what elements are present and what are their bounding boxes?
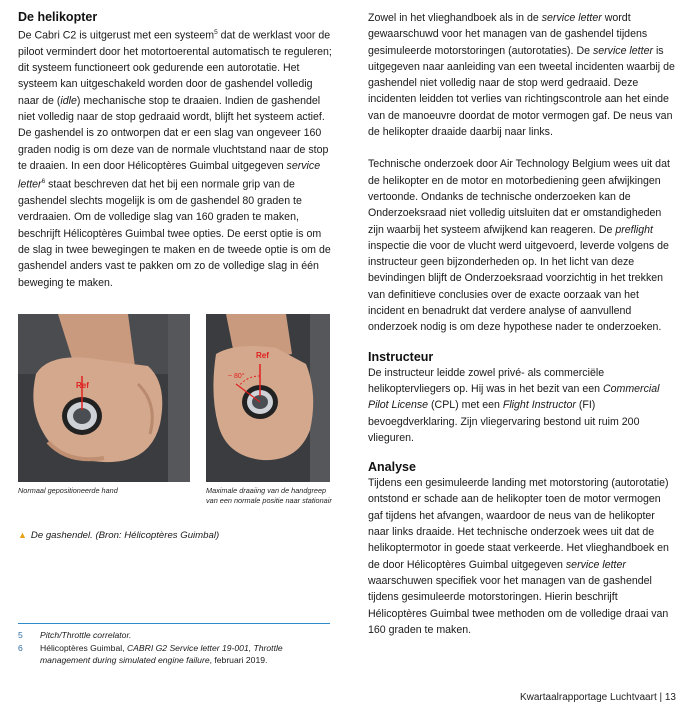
photo-max-rotation xyxy=(206,314,330,482)
paragraph-analyse: Tijdens een gesimuleerde landing met motorstoring (autorotatie) ontstond er schade aan de helikopter toen de motor vermogen gaf tijdens het afvangen, waardoor de neus van de helikopter naar links draaide. Het technische onderzoek wees uit dat de helikoptermotor in goede staat verkeerde. Het vlieghandboek en de door Hélicoptères Guimbal uitgegeven service letter waarschuwen specifiek voor het managen van de gashendel tijdens gesimuleerde motorstoringen. Hierin beschrijft Hélicoptères Guimbal twee methoden om de volledige draai van 160 graden te maken. xyxy=(368,477,669,636)
footnote-divider xyxy=(18,623,330,624)
right-column xyxy=(368,10,678,638)
paragraph-service-letter: Zowel in het vlieghandboek als in de service letter wordt gewaarschuwd voor het managen van de gashendel tijdens gesimuleerde motorstoringen (autorotaties). De service letter is uitgegeven naar aanleiding van een tweetal incidenten waarbij de gashendel niet volledig naar de stop werd gedraaid. Deze incidenten leidden tot verlies van richtingscontrole aan het einde van de manoeuvre doordat de motor vermogen gaf. De neus van de helikopter draaide daarbij naar links. xyxy=(368,12,675,139)
photo-caption-normal: Normaal gepositioneerde hand xyxy=(18,486,118,495)
footnote-5: 5 Pitch/Throttle correlator. xyxy=(18,630,132,640)
footnote-6: 6 Hélicoptères Guimbal, CABRI G2 Service letter 19-001, Throttle management during simulated engine failure, februari 2019. xyxy=(18,643,283,665)
paragraph-technical-investigation: Technische onderzoek door Air Technology Belgium wees uit dat de helikopter en de motor en motorbediening geen afwijkingen vertoonde. Ondanks de technische onderzoeken kan de Onderzoeksraad niet volledig uitsluiten dat er omstandigheden zijn waarbij het systeem afwijkend kan reageren. De preflight inspectie die voor de vlucht werd uitgevoerd, leverde volgens de instructeur geen bijzonderheden op. In het licht van deze bevindingen blijft de Onderzoeksraad voorzichtig in het trekken van definitieve conclusies over de exacte oorzaak van het incident en benadrukt dat verdere analyse of aanvullend onderzoek nodig is om deze hypothese nader te onderzoeken. xyxy=(368,158,670,334)
triangle-icon: ▲ xyxy=(18,530,27,540)
figure-caption: ▲ De gashendel. (Bron: Hélicoptères Guimbal) xyxy=(18,530,220,541)
photo-normal-grip xyxy=(18,314,190,482)
section-heading-analyse: Analyse xyxy=(368,460,416,475)
ref-label-2: Ref xyxy=(256,351,269,360)
left-column xyxy=(18,10,334,291)
section-heading-instructeur: Instructeur xyxy=(368,349,434,364)
paragraph-instructeur: De instructeur leidde zowel privé- als commerciële helikoptervliegers op. Hij was in het bezit van een Commercial Pilot License (CPL) met een Flight Instructor (FI) bevoegdverklaring. Zijn vliegervaring bestond uit ruim 200 vlieguren. xyxy=(368,366,660,444)
angle-label: ~ 80° xyxy=(228,373,245,380)
ref-label-1: Ref xyxy=(76,381,89,390)
figure-throttle-photos xyxy=(18,314,330,482)
paragraph-helikopter: De Cabri C2 is uitgerust met een systeem$^5$ dat de werklast voor de piloot vermindert door het motortoerental automatisch te reguleren; dit systeem functioneert ook gedurende een autorotatie. Het systeem kan uitgeschakeld worden door de gashendel volledig naar de (idle) mechanische stop te draaien. Indien de gashendel niet volledig naar de stop gedraaid wordt, blijft het systeem actief. De gashendel is zo ontworpen dat er een slag van ongeveer 160 graden nodig is om deze van de normale vluchtstand naar de stop te draaien. In een door Hélicoptères Guimbal uitgegeven service letter$^6$ staat beschreven dat het bij een normale grip van de gashendel slechts mogelijk is om de gashendel 80 graden te verdraaien. Om de volledige slag van 160 graden te maken, beschrijft Hélicoptères Guimbal twee opties. De eerst optie is om de slag in twee bewegingen te maken en de tweede optie is om de gashendel anders vast te pakken om zo de volledige slag in één beweging te maken. xyxy=(18,29,332,289)
page-footer: Kwartaalrapportage Luchtvaart | 13 xyxy=(519,692,676,703)
photo-caption-max: Maximale draaiing van de handgreep van een normale positie naar stationair xyxy=(206,486,332,505)
section-heading-helikopter: De helikopter xyxy=(18,10,98,24)
